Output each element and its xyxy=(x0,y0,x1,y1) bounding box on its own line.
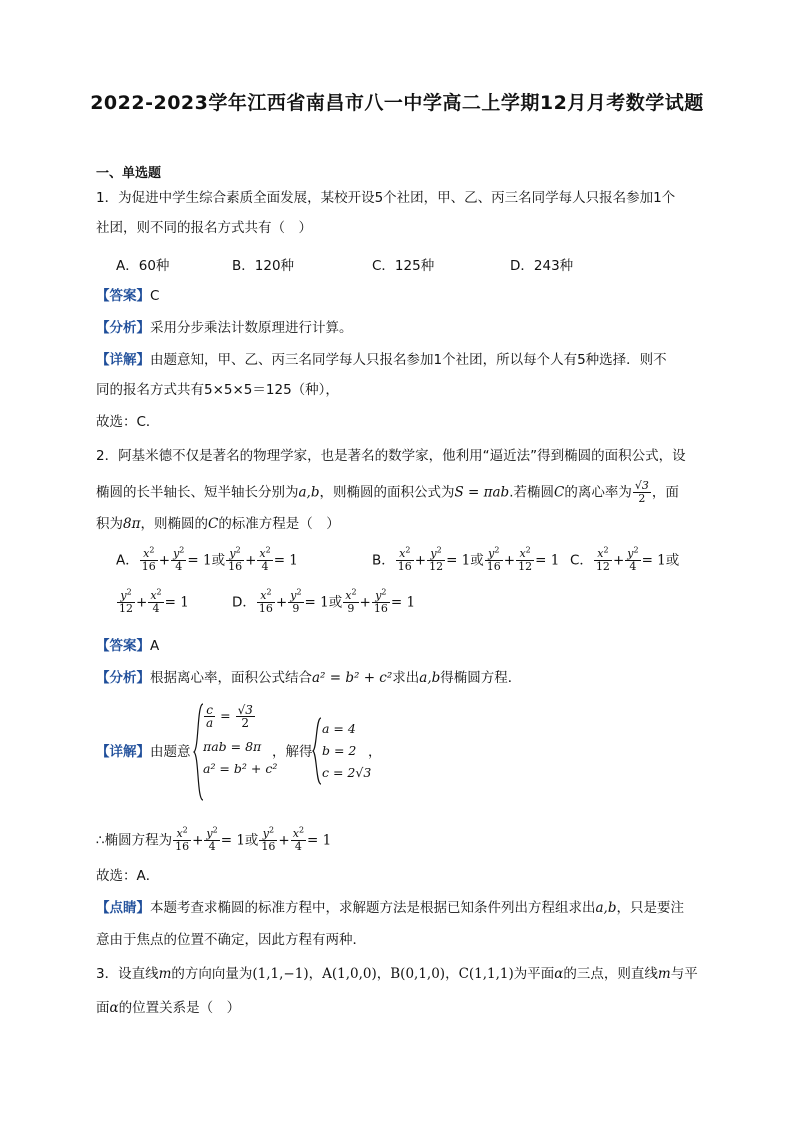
q2-detail-prefix xyxy=(96,742,191,762)
comma: ， xyxy=(368,744,382,760)
eq: = 1 xyxy=(187,552,212,569)
q2-result: ∴椭圆方程为 $\frac{x^2}{16}$ + $\frac{y^2}{4}$ = 1或 $\frac{y^2}{16}$ + $\frac{x^2}{4}$ = 1 xyxy=(96,825,332,853)
eq: = 1 xyxy=(273,552,298,569)
frac-y2-12: $\frac{y^2}{12}$ xyxy=(119,587,133,615)
q1-conclusion: 故选：C． xyxy=(96,414,160,430)
or: 或 xyxy=(244,832,259,849)
text: ，只是要注 xyxy=(616,900,684,916)
answer-tag: 【答案】 xyxy=(96,638,150,654)
equation-system-1: $\frac{c}{a}$ = $\frac{√3}{2}$ πab = 8π a² = b² + c² xyxy=(203,704,277,780)
q2-conclusion: 故选：A． xyxy=(96,868,160,884)
sys2-eq2: b = 2 xyxy=(322,743,357,758)
math-alpha: α xyxy=(554,966,564,982)
text: ， xyxy=(308,966,323,982)
math-ab: a,b xyxy=(595,900,617,916)
text: 由题意 xyxy=(150,744,191,760)
frac-y2-9: $\frac{y^2}{9}$ xyxy=(290,587,302,615)
math-m: m xyxy=(158,966,172,982)
math-point-a: A(1,0,0) xyxy=(322,966,377,982)
math-c: C xyxy=(554,484,565,501)
solve-text: ，解得 xyxy=(272,744,313,760)
text: 的位置关系是（ ） xyxy=(118,1000,241,1016)
text: ，则椭圆的面积公式为 xyxy=(319,484,455,501)
text: 的方向向量为 xyxy=(171,966,253,982)
or: 或 xyxy=(328,594,343,611)
text: ，面 xyxy=(651,484,679,501)
text: ， xyxy=(445,966,459,982)
text: 的离心率为 xyxy=(564,484,632,501)
detail-tag: 【详解】 xyxy=(96,744,150,760)
frac-x2-4: $\frac{x^2}{4}$ xyxy=(150,587,162,615)
option-label: C． xyxy=(570,552,593,569)
q2-option-b: B． $\frac{x^2}{16}$ + $\frac{y^2}{12}$ = 1或 $\frac{y^2}{16}$ + $\frac{x^2}{12}$ = 1 xyxy=(372,545,560,573)
sys1-eq3: a² = b² + c² xyxy=(203,761,278,776)
frac-x2-12: $\frac{x^2}{12}$ xyxy=(595,545,610,573)
math-ab: a,b xyxy=(298,484,320,501)
q2-note-line1 xyxy=(96,898,684,918)
sys2-eq3: c = 2√3 xyxy=(322,765,372,780)
eq: = 1 xyxy=(307,832,332,849)
frac-x2-12: $\frac{x^2}{12}$ xyxy=(518,545,533,573)
math-relation: a² = b² + c² xyxy=(312,670,393,686)
q2-option-c-part2: $\frac{y^2}{12}$ + $\frac{x^2}{4}$ = 1 xyxy=(119,587,189,615)
left-brace-2 xyxy=(312,716,322,786)
text: 得椭圆方程． xyxy=(440,670,522,686)
math-8pi: 8π xyxy=(123,516,141,532)
math-area-formula: S = πab xyxy=(454,484,510,501)
detail-tag: 【详解】 xyxy=(96,352,150,368)
equation-system-2 xyxy=(322,718,371,784)
eccentricity-fraction xyxy=(633,480,651,505)
math-point-b: B(0,1,0) xyxy=(390,966,446,982)
option-label: A． xyxy=(116,552,139,569)
math-ab: a,b xyxy=(419,670,441,686)
text: 求出 xyxy=(392,670,420,686)
eq: = 1 xyxy=(164,594,189,611)
sys2-eq1: a = 4 xyxy=(322,721,356,736)
option-label: D． xyxy=(232,594,256,611)
text: ∴椭圆方程为 xyxy=(96,832,173,849)
frac-x2-16: $\frac{x^2}{16}$ xyxy=(397,545,412,573)
or: 或 xyxy=(665,552,680,569)
eq: = 1 xyxy=(641,552,666,569)
note-tag: 【点睛】 xyxy=(96,900,150,916)
q1-option-a: A．60种 xyxy=(116,258,170,274)
math-c: C xyxy=(207,516,219,532)
frac-y2-4: $\frac{y^2}{4}$ xyxy=(627,545,639,573)
frac-x2-4: $\frac{x^2}{4}$ xyxy=(259,545,271,573)
math-point-c: C(1,1,1) xyxy=(458,966,514,982)
answer-tag: 【答案】 xyxy=(96,288,150,304)
q2-option-d: D． $\frac{x^2}{16}$ + $\frac{y^2}{9}$ = 1或 $\frac{x^2}{9}$ + $\frac{y^2}{16}$ = 1 xyxy=(232,587,416,615)
eq: = 1 xyxy=(390,594,416,611)
math-alpha: α xyxy=(109,1000,119,1016)
frac-den: 2 xyxy=(638,492,646,505)
q2-analysis xyxy=(96,668,521,688)
frac-y2-16: $\frac{y^2}{16}$ xyxy=(373,587,388,615)
q1-stem-line2: 社团，则不同的报名方式共有（ ） xyxy=(96,220,312,236)
text: 的标准方程是（ ） xyxy=(218,516,340,532)
q2-note-line2: 意由于焦点的位置不确定，因此方程有两种． xyxy=(96,932,366,948)
page-title: 2022-2023学年江西省南昌市八一中学高二上学期12月月考数学试题 xyxy=(90,92,704,114)
eq: = 1 xyxy=(304,594,329,611)
q2-stem-line3 xyxy=(96,514,340,534)
eq: = 1 xyxy=(220,832,245,849)
text: ，则椭圆的 xyxy=(140,516,208,532)
q1-analysis xyxy=(96,318,353,338)
frac-y2-12: $\frac{y^2}{12}$ xyxy=(429,545,444,573)
text: 3．设直线 xyxy=(96,966,159,982)
q1-option-d: D．243种 xyxy=(510,258,574,274)
q2-stem-line2 xyxy=(96,480,679,505)
text: 与平 xyxy=(670,966,698,982)
answer-value: A xyxy=(150,638,160,654)
eq: = 1 xyxy=(535,552,560,569)
math-vector: (1,1,−1) xyxy=(252,966,309,982)
q3-stem-line2 xyxy=(96,998,240,1018)
text: 的三点，则直线 xyxy=(563,966,658,982)
detail-text: 由题意知，甲、乙、丙三名同学每人只报名参加1个社团，所以每个人有5种选择．则不 xyxy=(150,352,667,368)
eq: = 1 xyxy=(446,552,471,569)
q1-detail-line2: 同的报名方式共有5×5×5＝125（种）， xyxy=(96,382,339,398)
or: 或 xyxy=(211,552,226,569)
q1-stem-line1: 1．为促进中学生综合素质全面发展，某校开设5个社团，甲、乙、丙三名同学每人只报名参加1个 xyxy=(96,190,676,206)
q1-detail-line1 xyxy=(96,350,667,370)
frac-x2-16: $\frac{x^2}{16}$ xyxy=(258,587,273,615)
analysis-tag: 【分析】 xyxy=(96,670,150,686)
frac-y2-16: $\frac{y^2}{16}$ xyxy=(228,545,243,573)
option-label: B． xyxy=(372,552,395,569)
frac-num: √3 xyxy=(634,479,649,492)
answer-value: C xyxy=(150,288,160,304)
q2-stem-line1: 2．阿基米德不仅是著名的物理学家，也是著名的数学家，他利用“逼近法”得到椭圆的面积公式，设 xyxy=(96,448,686,464)
text: 根据离心率，面积公式结合 xyxy=(150,670,312,686)
q3-stem-line1 xyxy=(96,964,698,984)
q2-answer xyxy=(96,636,159,656)
q1-option-c: C．125种 xyxy=(372,258,435,274)
text: 本题考查求椭圆的标准方程中，求解题方法是根据已知条件列出方程组求出 xyxy=(150,900,596,916)
or: 或 xyxy=(470,552,484,569)
frac-y2-16: $\frac{y^2}{16}$ xyxy=(486,545,501,573)
sys1-eq2: πab = 8π xyxy=(203,739,262,754)
q2-option-c-part1: C． $\frac{x^2}{12}$ + $\frac{y^2}{4}$ = 1或 xyxy=(570,545,680,573)
frac-y2-4: $\frac{y^2}{4}$ xyxy=(173,545,185,573)
analysis-text: 采用分步乘法计数原理进行计算。 xyxy=(150,320,353,336)
frac-x2-9: $\frac{x^2}{9}$ xyxy=(345,587,357,615)
text: 为平面 xyxy=(513,966,555,982)
text: .若椭圆 xyxy=(509,484,554,501)
math-m: m xyxy=(657,966,671,982)
analysis-tag: 【分析】 xyxy=(96,320,150,336)
text: 积为 xyxy=(96,516,123,532)
frac-x2-16: $\frac{x^2}{16}$ xyxy=(141,545,156,573)
q1-option-b: B．120种 xyxy=(232,258,295,274)
q1-answer xyxy=(96,286,159,306)
section-heading: 一、单选题 xyxy=(96,166,162,181)
q2-option-a: A． $\frac{x^2}{16}$ + $\frac{y^2}{4}$ = 1或 $\frac{y^2}{16}$ + $\frac{x^2}{4}$ = 1 xyxy=(116,545,298,573)
text: 椭圆的长半轴长、短半轴长分别为 xyxy=(96,484,299,501)
text: 面 xyxy=(96,1000,110,1016)
text: ， xyxy=(376,966,391,982)
